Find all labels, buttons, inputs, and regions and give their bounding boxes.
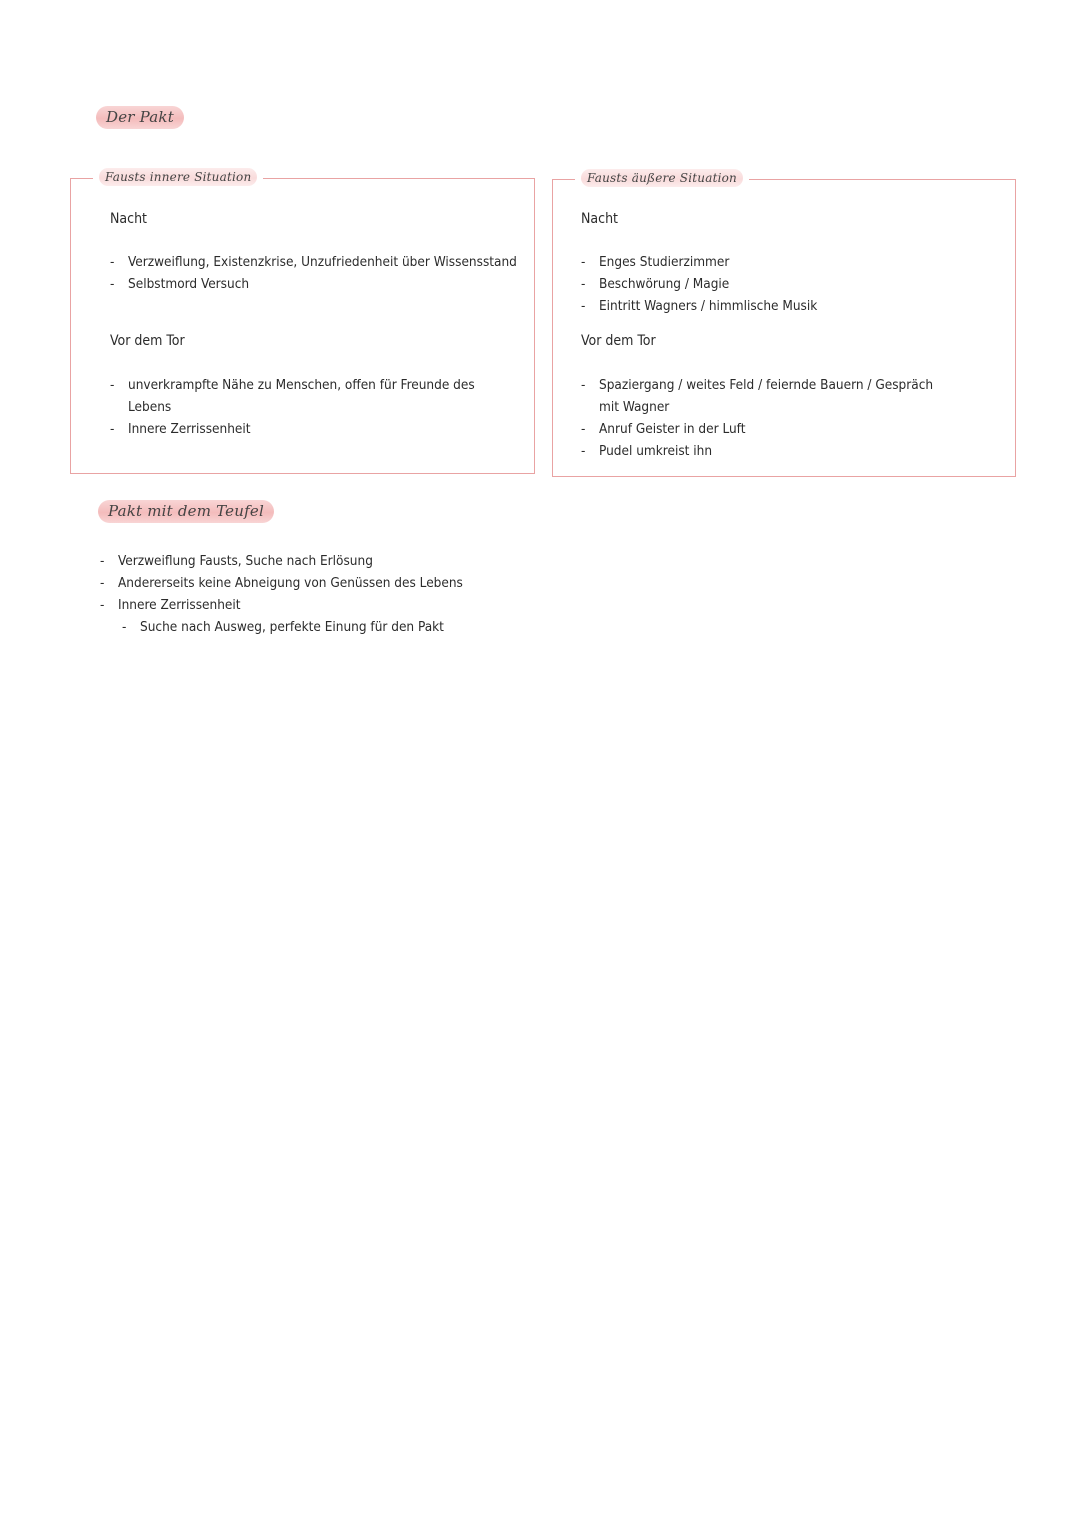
inner-nacht-heading: Nacht bbox=[110, 211, 147, 227]
list-item: - Enges Studierzimmer bbox=[581, 251, 961, 273]
list-item-text: Innere Zerrissenheit bbox=[118, 597, 241, 613]
list-item bbox=[100, 594, 520, 638]
list-item: - Selbstmord Versuch bbox=[110, 273, 520, 295]
outer-tor-list bbox=[581, 374, 953, 462]
list-item: - Spaziergang / weites Feld / feiernde Bauern / Gespräch mit Wagner bbox=[581, 374, 953, 418]
outer-nacht-list bbox=[581, 251, 961, 317]
list-item: - Anruf Geister in der Luft bbox=[581, 418, 953, 440]
pact-list bbox=[100, 550, 520, 638]
outer-situation-box bbox=[552, 171, 1016, 477]
inner-situation-label-wrap bbox=[93, 168, 263, 186]
list-item: - Verzweiflung Fausts, Suche nach Erlösung bbox=[100, 550, 520, 572]
inner-situation-box bbox=[70, 170, 535, 474]
outer-situation-label: Fausts äußere Situation bbox=[581, 169, 743, 187]
list-item: - Andererseits keine Abneigung von Genüssen des Lebens bbox=[100, 572, 520, 594]
list-item: - Eintritt Wagners / himmlische Musik bbox=[581, 295, 961, 317]
list-item: - Suche nach Ausweg, perfekte Einung für den Pakt bbox=[122, 616, 520, 638]
list-item: - Verzweiflung, Existenzkrise, Unzufriedenheit über Wissensstand bbox=[110, 251, 520, 273]
inner-nacht-list bbox=[110, 251, 520, 295]
list-item: - Innere Zerrissenheit bbox=[110, 418, 520, 440]
list-item: - unverkrampfte Nähe zu Menschen, offen für Freunde des Lebens bbox=[110, 374, 520, 418]
pact-sublist bbox=[122, 616, 520, 638]
pact-heading: Pakt mit dem Teufel bbox=[98, 500, 274, 523]
list-item: - Pudel umkreist ihn bbox=[581, 440, 953, 462]
inner-tor-list bbox=[110, 374, 520, 440]
outer-situation-label-wrap bbox=[575, 169, 749, 187]
inner-tor-heading: Vor dem Tor bbox=[110, 333, 185, 349]
outer-tor-heading: Vor dem Tor bbox=[581, 333, 656, 349]
page-title: Der Pakt bbox=[96, 106, 184, 129]
outer-nacht-heading: Nacht bbox=[581, 211, 618, 227]
list-item: - Beschwörung / Magie bbox=[581, 273, 961, 295]
inner-situation-label: Fausts innere Situation bbox=[99, 168, 257, 186]
